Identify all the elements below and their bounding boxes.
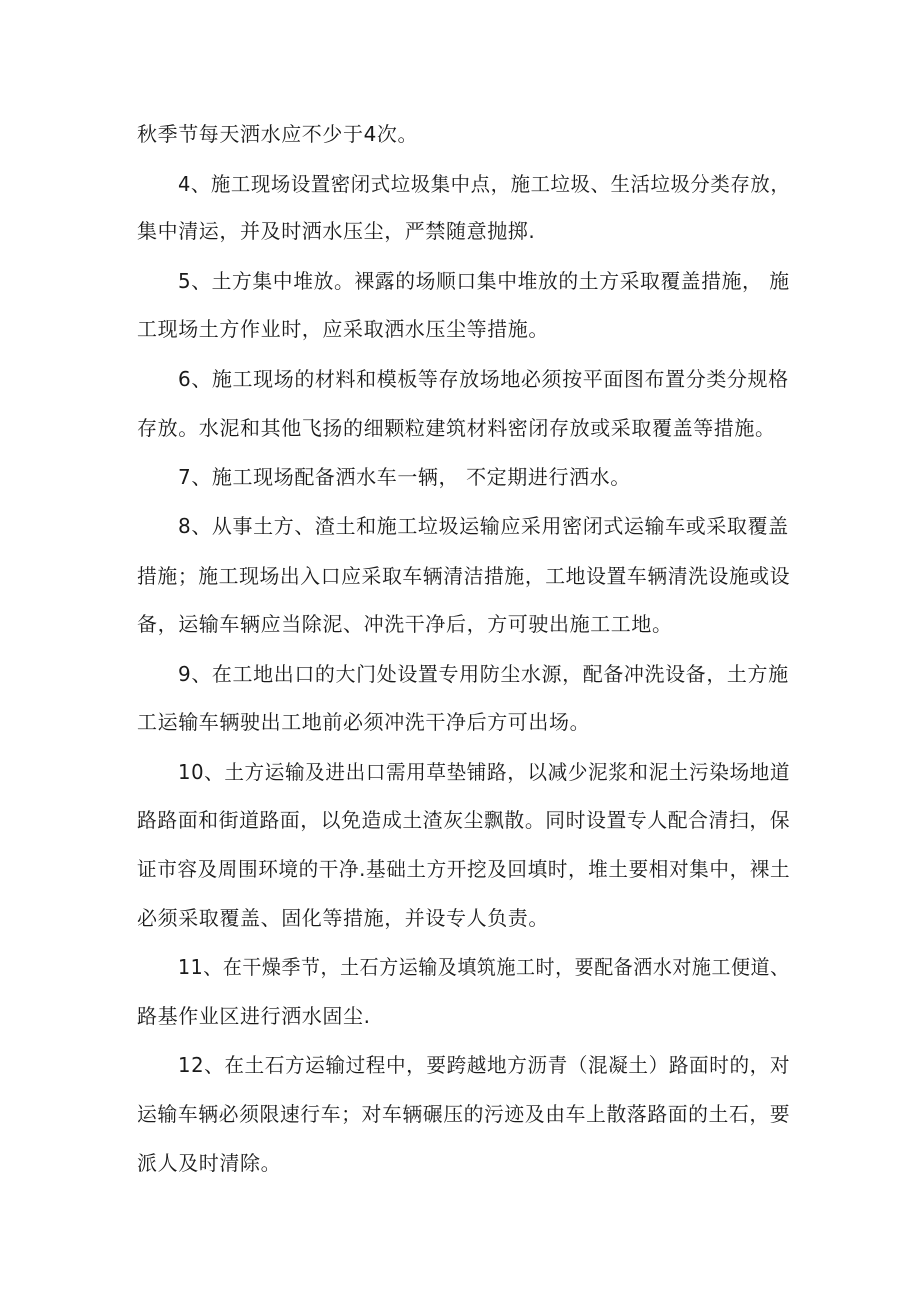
text-line: 秋季节每天洒水应不少于4次。 (137, 122, 419, 146)
text-line: 路路面和街道路面，以免造成土渣灰尘飘散。同时设置专人配合清扫，保 (137, 808, 791, 832)
text-line: 派人及时清除。 (137, 1151, 282, 1175)
text-line: 7、施工现场配备洒水车一辆， 不定期进行洒水。 (178, 465, 631, 489)
text-line: 工现场土方作业时，应采取洒水压尘等措施。 (137, 317, 549, 341)
text-line: 9、在工地出口的大门处设置专用防尘水源，配备冲洗设备，土方施 (178, 662, 789, 686)
text-line: 12、在土石方运输过程中，要跨越地方沥青（混凝土）路面时的，对 (178, 1053, 791, 1077)
text-line: 工运输车辆驶出工地前必须冲洗干净后方可出场。 (137, 710, 591, 734)
text-line: 路基作业区进行洒水固尘. (137, 1004, 371, 1028)
text-line: 6、施工现场的材料和模板等存放场地必须按平面图布置分类分规格 (178, 367, 789, 391)
text-line: 存放。水泥和其他飞扬的细颗粒建筑材料密闭存放或采取覆盖等措施。 (137, 416, 776, 440)
text-line: 运输车辆必须限速行车；对车辆碾压的污迹及由车上散落路面的土石，要 (137, 1102, 791, 1126)
text-line: 必须采取覆盖、固化等措施，并设专人负责。 (137, 906, 549, 930)
text-line: 11、在干燥季节，土石方运输及填筑施工时，要配备洒水对施工便道、 (178, 955, 790, 979)
text-line: 8、从事土方、渣土和施工垃圾运输应采用密闭式运输车或采取覆盖 (178, 514, 789, 538)
text-line: 措施；施工现场出入口应采取车辆清洁措施，工地设置车辆清洗设施或设 (137, 564, 791, 588)
text-line: 4、施工现场设置密闭式垃圾集中点，施工垃圾、生活垃圾分类存放， (178, 172, 791, 196)
text-line: 10、土方运输及进出口需用草垫铺路，以减少泥浆和泥土污染场地道 (178, 760, 791, 784)
text-line: 备，运输车辆应当除泥、冲洗干净后，方可驶出施工工地。 (137, 612, 673, 636)
text-line: 5、土方集中堆放。裸露的场顺口集中堆放的土方采取覆盖措施， 施 (178, 269, 790, 293)
text-line: 集中清运，并及时洒水压尘，严禁随意抛掷. (137, 219, 536, 243)
text-line: 证市容及周围环境的干净.基础土方开挖及回填时，堆土要相对集中，裸土 (137, 857, 791, 881)
